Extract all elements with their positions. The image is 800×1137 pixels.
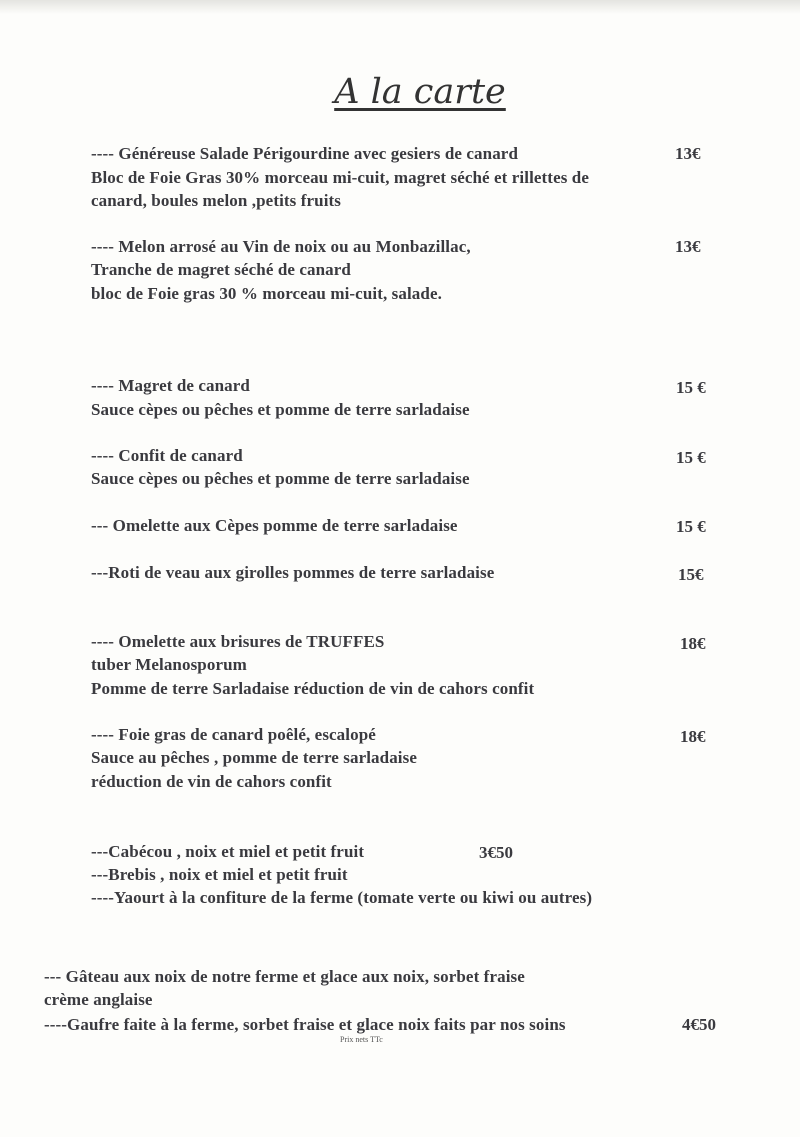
menu-item-truffes-price: 18€: [680, 634, 706, 653]
menu-item-magret-desc: Sauce cèpes ou pêches et pomme de terre sarladaise: [91, 400, 470, 419]
menu-item-foie-gras-desc: réduction de vin de cahors confit: [91, 772, 332, 791]
menu-item-truffes-desc: Pomme de terre Sarladaise réduction de vin de cahors confit: [91, 679, 535, 698]
menu-item-melon-price: 13€: [675, 237, 701, 256]
menu-item-truffes-desc: tuber Melanosporum: [91, 655, 247, 674]
menu-item-omelette-cepes-price: 15 €: [676, 517, 706, 536]
menu-item-salade-desc: canard, boules melon ,petits fruits: [91, 191, 341, 210]
menu-item-melon-desc: Tranche de magret séché de canard: [91, 260, 351, 279]
menu-item-foie-gras-title: ---- Foie gras de canard poêlé, escalopé: [91, 725, 376, 744]
menu-item-yaourt: ----Yaourt à la confiture de la ferme (tomate verte ou kiwi ou autres): [91, 888, 593, 907]
menu-item-roti-veau-price: 15€: [678, 565, 704, 584]
menu-item-salade-desc: Bloc de Foie Gras 30% morceau mi-cuit, magret séché et rillettes de: [91, 168, 589, 187]
menu-item-gaufre: ----Gaufre faite à la ferme, sorbet fraise et glace noix faits par nos soins: [44, 1015, 566, 1034]
menu-item-salade-title: ---- Généreuse Salade Périgourdine avec gesiers de canard: [91, 144, 518, 163]
menu-item-cabecou: ---Cabécou , noix et miel et petit fruit: [91, 842, 365, 861]
menu-item-dessert-price: 4€50: [682, 1015, 716, 1034]
menu-item-truffes-title: ---- Omelette aux brisures de TRUFFES: [91, 632, 385, 651]
menu-item-magret-title: ---- Magret de canard: [91, 376, 250, 395]
menu-item-salade-price: 13€: [675, 144, 701, 163]
menu-item-melon-desc: bloc de Foie gras 30 % morceau mi-cuit, salade.: [91, 284, 442, 303]
menu-item-cheese-price: 3€50: [479, 843, 513, 862]
menu-item-gateau-desc: crème anglaise: [44, 990, 153, 1009]
menu-item-confit-price: 15 €: [676, 448, 706, 467]
page-scan-edge: [0, 0, 800, 14]
menu-item-melon-title: ---- Melon arrosé au Vin de noix ou au Monbazillac,: [91, 237, 471, 256]
menu-item-magret-price: 15 €: [676, 378, 706, 397]
price-note: Prix nets TTc: [340, 1035, 383, 1044]
menu-item-roti-veau: ---Roti de veau aux girolles pommes de terre sarladaise: [91, 563, 495, 582]
menu-item-brebis: ---Brebis , noix et miel et petit fruit: [91, 865, 348, 884]
menu-item-foie-gras-price: 18€: [680, 727, 706, 746]
page-title: A la carte: [334, 72, 506, 112]
menu-item-confit-title: ---- Confit de canard: [91, 446, 243, 465]
menu-item-omelette-cepes: --- Omelette aux Cèpes pomme de terre sarladaise: [91, 516, 458, 535]
menu-item-foie-gras-desc: Sauce au pêches , pomme de terre sarladaise: [91, 748, 417, 767]
menu-item-gateau: --- Gâteau aux noix de notre ferme et glace aux noix, sorbet fraise: [44, 967, 525, 986]
menu-item-confit-desc: Sauce cèpes ou pêches et pomme de terre sarladaise: [91, 469, 470, 488]
